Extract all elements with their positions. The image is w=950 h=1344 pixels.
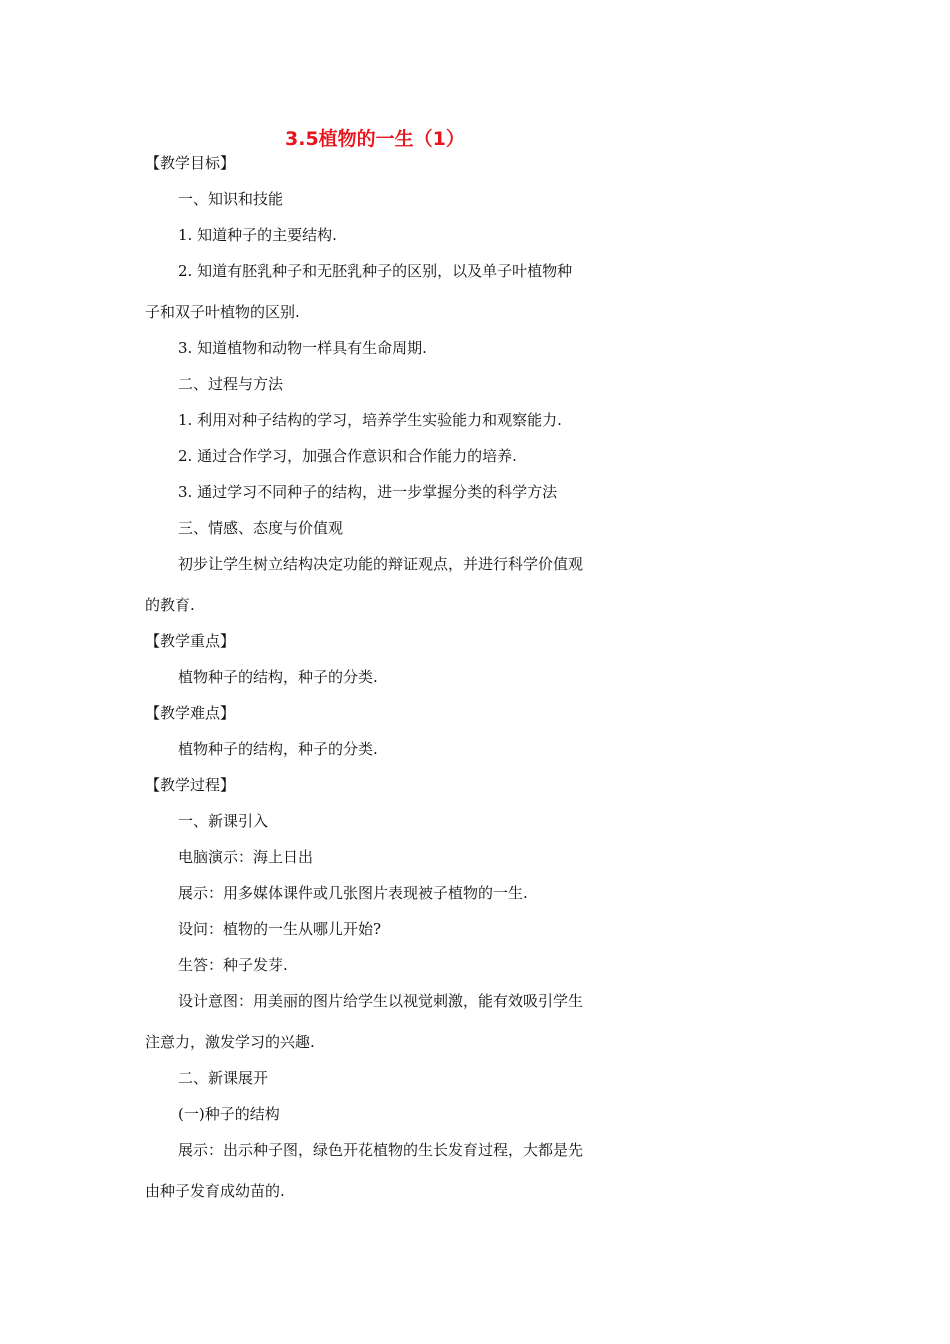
document-title: 3.5植物的一生（1） [285,128,465,150]
section-heading: 【教学目标】 [145,154,236,172]
text-line: 2. 通过合作学习，加强合作意识和合作能力的培养. [178,447,517,465]
text-line: 电脑演示：海上日出 [178,848,314,866]
text-line: 展示：出示种子图，绿色开花植物的生长发育过程，大都是先 [178,1141,584,1159]
text-line: 由种子发育成幼苗的. [145,1182,285,1200]
text-line: 3. 知道植物和动物一样具有生命周期. [178,339,427,357]
text-line: 三、情感、态度与价值观 [178,519,344,537]
text-line: 二、新课展开 [178,1069,269,1087]
text-line: 展示：用多媒体课件或几张图片表现被子植物的一生. [178,884,528,902]
text-line: 的教育. [145,596,195,614]
text-line: 一、新课引入 [178,812,269,830]
text-line: 生答：种子发芽. [178,956,288,974]
text-line: 二、过程与方法 [178,375,284,393]
text-line: (一)种子的结构 [178,1105,280,1123]
text-line: 一、知识和技能 [178,190,284,208]
section-heading: 【教学难点】 [145,704,236,722]
text-line: 设问：植物的一生从哪儿开始? [178,920,382,938]
section-heading: 【教学重点】 [145,632,236,650]
text-line: 初步让学生树立结构决定功能的辩证观点，并进行科学价值观 [178,555,584,573]
text-line: 1. 利用对种子结构的学习，培养学生实验能力和观察能力. [178,411,562,429]
section-heading: 【教学过程】 [145,776,236,794]
text-line: 子和双子叶植物的区别. [145,303,300,321]
text-line: 2. 知道有胚乳种子和无胚乳种子的区别，以及单子叶植物种 [178,262,573,280]
text-line: 植物种子的结构，种子的分类. [178,740,378,758]
text-line: 3. 通过学习不同种子的结构，进一步掌握分类的科学方法 [178,483,558,501]
text-line: 注意力，激发学习的兴趣. [145,1033,315,1051]
text-line: 1. 知道种子的主要结构. [178,226,337,244]
text-line: 植物种子的结构，种子的分类. [178,668,378,686]
text-line: 设计意图：用美丽的图片给学生以视觉刺激，能有效吸引学生 [178,992,584,1010]
